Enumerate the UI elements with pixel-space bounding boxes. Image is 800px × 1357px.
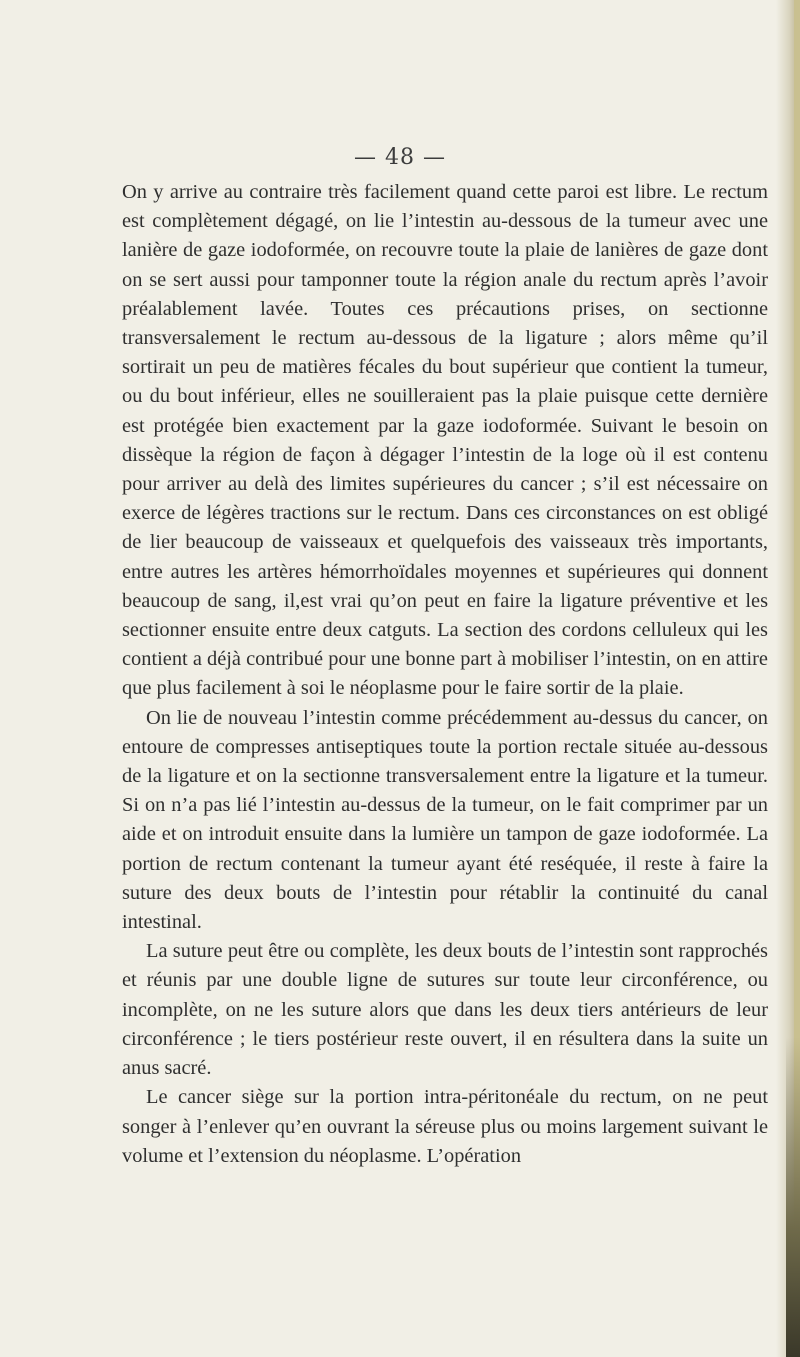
body-text: [122, 178, 768, 1171]
paragraph-3: La suture peut être ou complète, les deux bouts de l’intestin sont rapprochés et réunis par une double ligne de sutures sur toute leur circonférence, ou incomplète, on ne les suture alors que dans les deux tiers antérieurs de leur circonférence ; le tiers postérieur reste ouvert, il en résultera dans la suite un anus sacré.: [122, 940, 768, 1080]
paragraph-4: Le cancer siège sur la portion intra-péritonéale du rectum, on ne peut songer à l’enlever qu’en ouvrant la séreuse plus ou moins largement suivant le volume et l’extension du néoplasme. L’opération: [122, 1086, 768, 1167]
paragraph-1: On y arrive au contraire très facilement quand cette paroi est libre. Le rectum est complètement dégagé, on lie l’intestin au-dessous de la tumeur avec une lanière de gaze iodoformée, on recouvre toute la plaie de lanières de gaze dont on se sert aussi pour tamponner toute la région anale du rectum après l’avoir préalablement lavée. Toutes ces précautions prises, on sectionne transversalement le rectum au-dessous de la ligature ; alors même qu’il sortirait un peu de matières fécales du bout supérieur que contient la tumeur, ou du bout inférieur, elles ne souilleraient pas la plaie puisque cette dernière est protégée bien exactement par la gaze iodoformée. Suivant le besoin on dissèque la région de façon à dégager l’intestin de la loge où il est contenu pour arriver au delà des limites supérieures du cancer ; s’il est nécessaire on exerce de légères tractions sur le rectum. Dans ces circonstances on est obligé de lier beaucoup de vaisseaux et quelquefois des vaisseaux très importants, entre autres les artères hémorrhoïdales moyennes et supérieures qui donnent beaucoup de sang, il,est vrai qu’on peut en faire la ligature préventive et les sectionner ensuite entre deux catguts. La section des cordons celluleux qui les contient a déjà contribué pour une bonne part à mobiliser l’intestin, on en attire que plus facilement à soi le néoplasme pour le faire sortir de la plaie.: [122, 181, 768, 700]
page-edge-dark: [786, 1037, 800, 1357]
page-number: — 48 —: [354, 145, 446, 170]
paragraph-2: On lie de nouveau l’intestin comme précédemment au-dessus du cancer, on entoure de compresses antiseptiques toute la portion rectale située au-dessous de la ligature et on la sectionne transversalement entre la ligature et la tumeur. Si on n’a pas lié l’intestin au-dessus de la tumeur, on le fait comprimer par un aide et on introduit ensuite dans la lumière un tampon de gaze iodoformée. La portion de rectum contenant la tumeur ayant été reséquée, il reste à faire la suture des deux bouts de l’intestin pour rétablir la continuité du canal intestinal.: [122, 706, 768, 934]
